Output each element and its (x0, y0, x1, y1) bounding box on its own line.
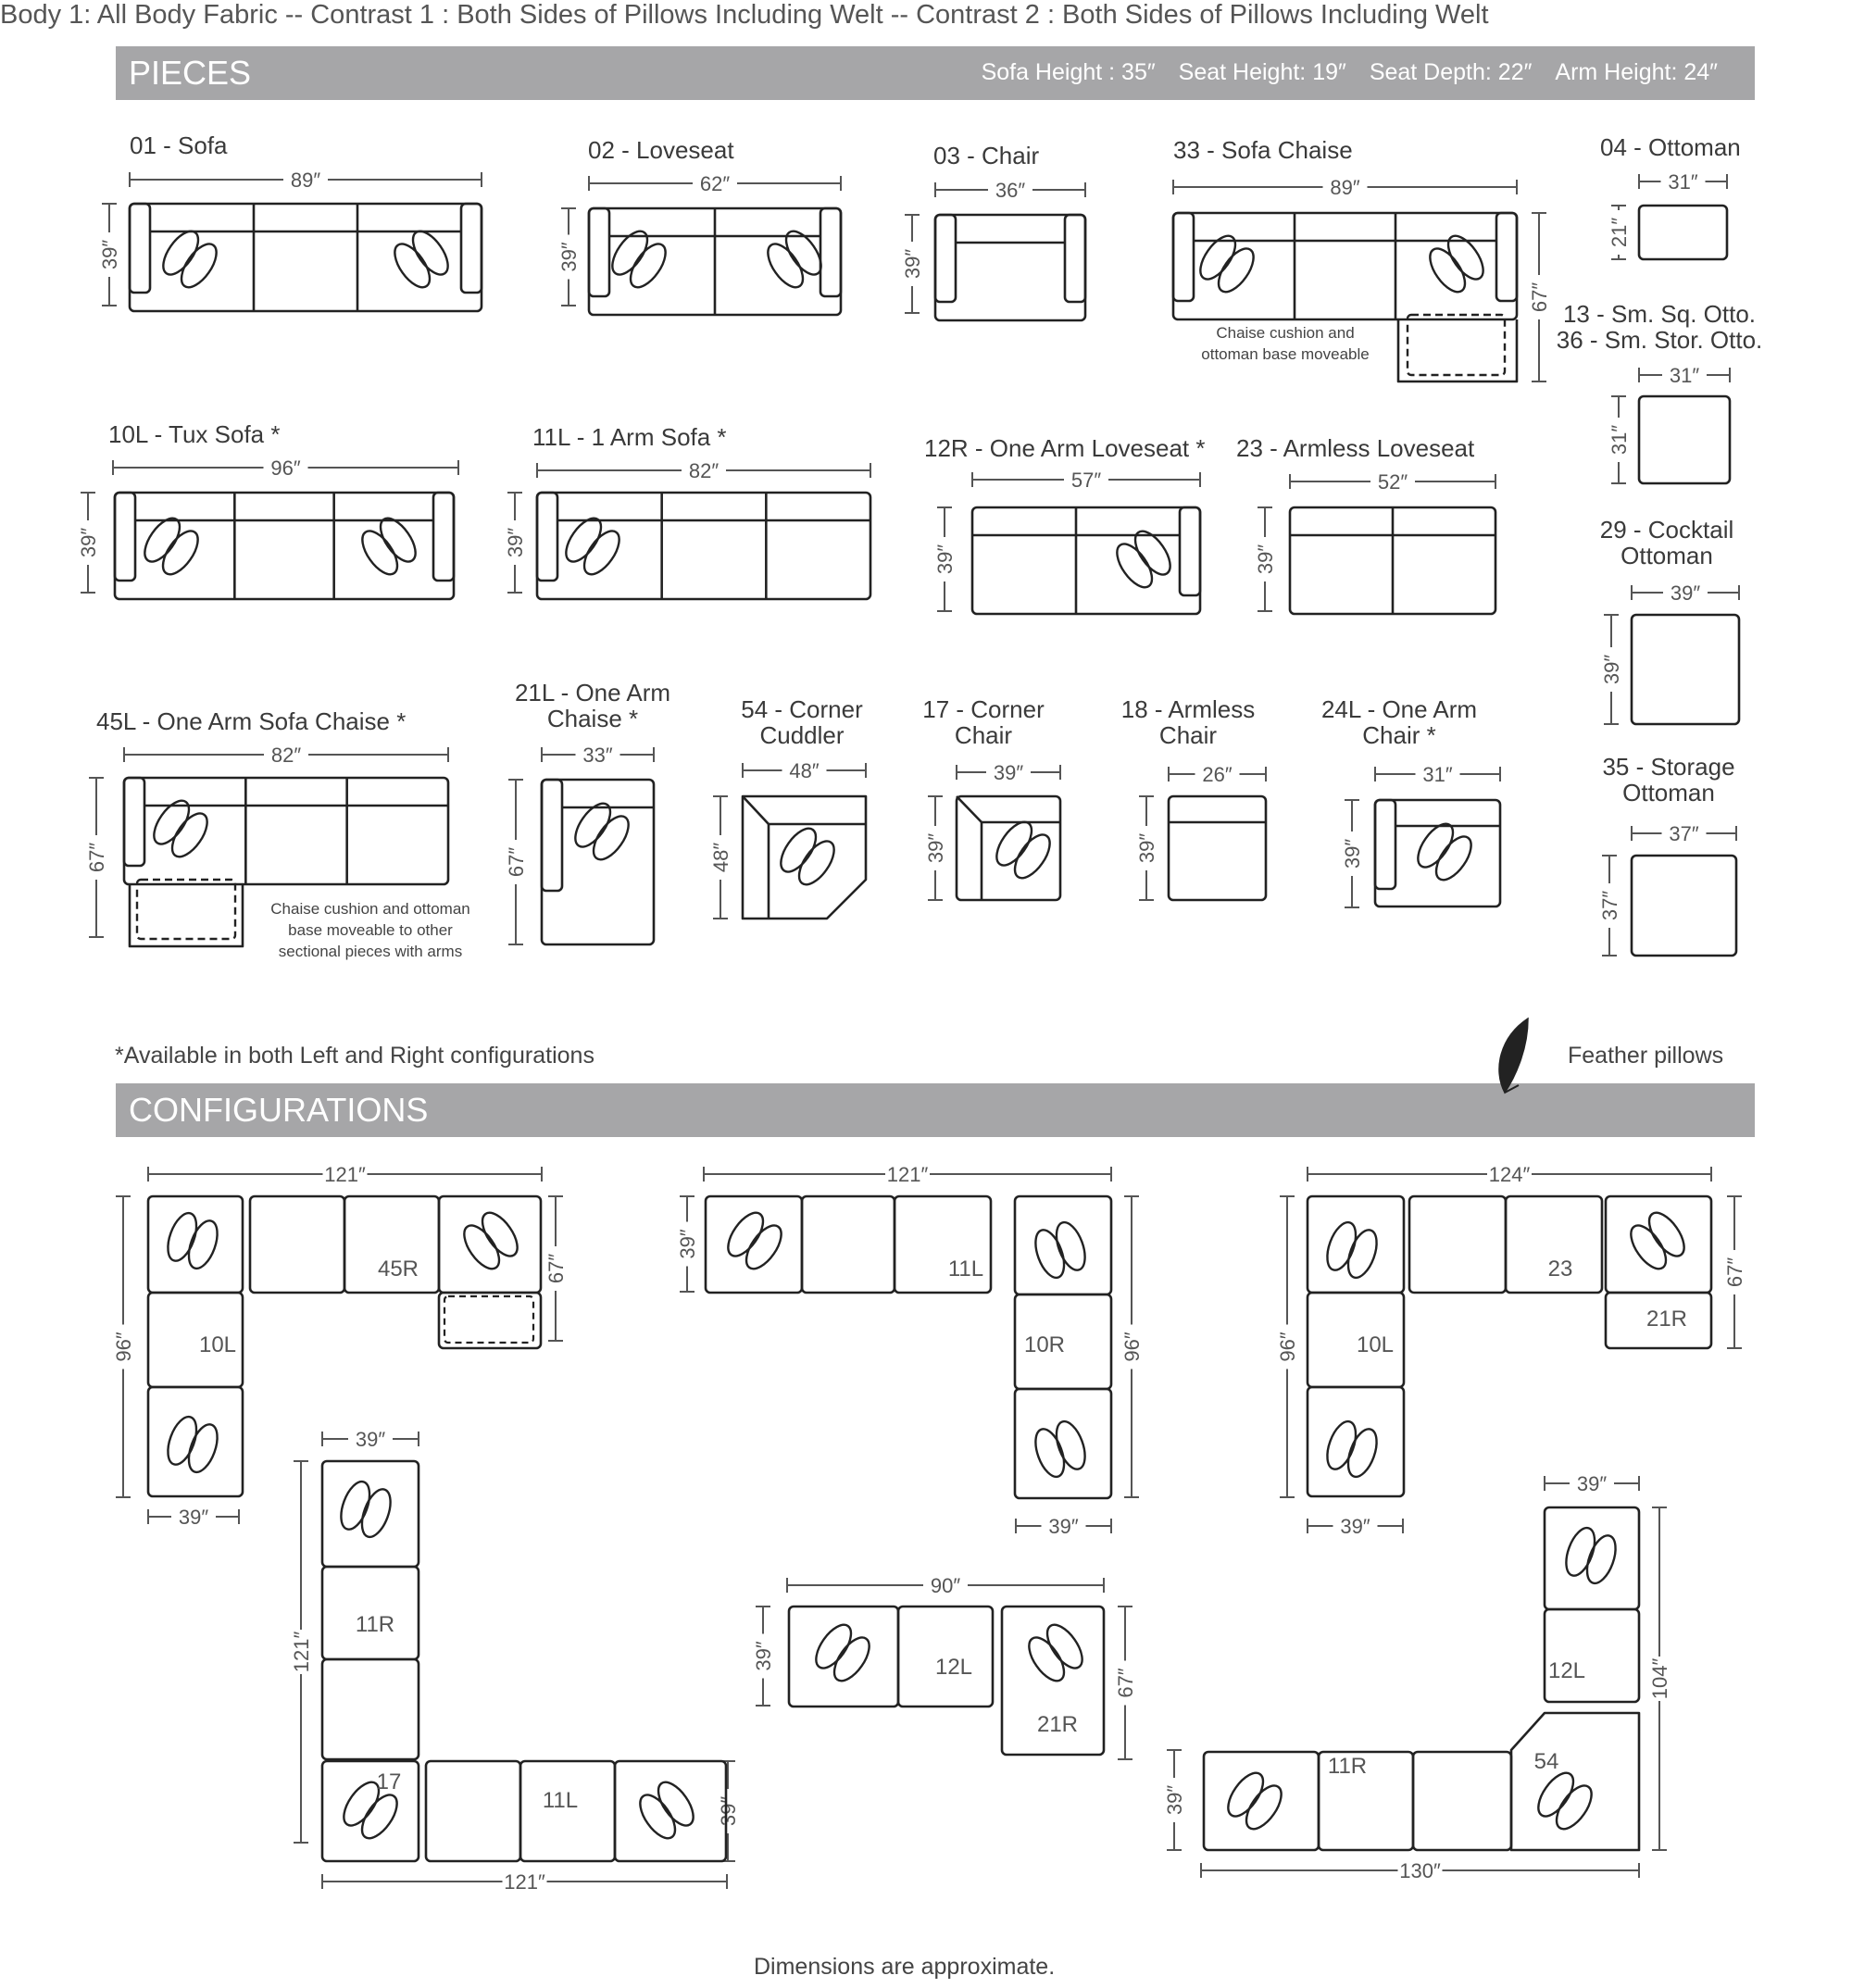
piece-label-corner-chair: 17 - Corner Chair (922, 695, 1045, 749)
ottoman-base-dashed (1408, 315, 1505, 375)
left-arm (1173, 213, 1194, 301)
config1-ottoman-dashed (444, 1296, 533, 1343)
tux-sofa-depth: 39″ (77, 527, 100, 558)
config4-depth: 121″ (290, 1631, 313, 1673)
config3-arm-width: 39″ (1340, 1515, 1370, 1538)
pillow (1442, 231, 1490, 285)
one-arm-chaise-width: 33″ (582, 744, 613, 767)
one-arm-chair-depth: 39″ (1341, 838, 1364, 869)
piece-label-sofa: 01 - Sofa (130, 131, 228, 159)
config2-right-depth: 96″ (1120, 1332, 1144, 1362)
config1-width: 121″ (324, 1163, 366, 1186)
tux-sofa-width: 96″ (270, 456, 301, 480)
sofa-chaise-note: Chaise cushion and ottoman base moveable (1201, 324, 1370, 363)
piece-label-sofa-chaise: 33 - Sofa Chaise (1173, 136, 1353, 164)
pillow (457, 1219, 506, 1274)
right-arm (820, 208, 841, 296)
chaise-extension (1398, 319, 1517, 381)
left-arm (537, 493, 557, 581)
corner-cuddler-width: 48″ (789, 759, 820, 782)
storage-ottoman (1632, 856, 1736, 956)
piece-label-ottoman: 04 - Ottoman (1600, 133, 1741, 161)
pillow (1624, 1219, 1672, 1274)
pillow (761, 238, 809, 293)
sofa-outline (130, 204, 482, 311)
spec-sofa-height: Sofa Height : 35″ (981, 59, 1156, 85)
piece-code: 10L (198, 1332, 237, 1357)
piece-code: 11L (947, 1257, 984, 1282)
chaise-arm (542, 780, 562, 891)
piece-code: 11L (542, 1788, 579, 1813)
spec-seat-depth: Seat Depth: 22″ (1369, 59, 1533, 85)
pillow (578, 525, 626, 580)
pillow (162, 1209, 202, 1265)
piece-label-one-arm-chaise: 21L - One Arm Chaise * (514, 679, 671, 732)
pillow (1008, 829, 1057, 883)
config6-left-depth: 39″ (1163, 1784, 1186, 1816)
right-arm (461, 204, 482, 293)
outline (802, 1196, 895, 1293)
one-arm-chair (1375, 800, 1500, 906)
chair-width: 36″ (995, 179, 1026, 202)
small-ottoman (1639, 396, 1730, 483)
outline (250, 1196, 344, 1293)
pillow (1110, 538, 1158, 593)
armless-loveseat-depth: 39″ (1254, 544, 1277, 575)
config3-width: 124″ (1488, 1163, 1531, 1186)
piece-code: 21R (1036, 1712, 1079, 1737)
pillow (990, 817, 1038, 871)
sofa-depth: 39″ (98, 239, 121, 270)
pillow (175, 238, 223, 293)
outline (148, 1196, 243, 1293)
one-arm-loveseat-depth: 39″ (933, 544, 957, 575)
one-arm-sofa-chaise-depth: 67″ (85, 842, 108, 873)
right-arm (1180, 507, 1200, 595)
pillow (633, 1789, 682, 1844)
pillow (1343, 1226, 1383, 1282)
one-arm-chair-width: 31″ (1422, 763, 1453, 786)
corner-chair-depth: 39″ (924, 832, 947, 864)
config5-depth: 39″ (752, 1641, 775, 1671)
pillow (740, 1219, 788, 1274)
pillow (1194, 231, 1242, 285)
outline (1545, 1609, 1639, 1702)
left-arm (589, 208, 609, 296)
one-arm-chair-arm (1375, 800, 1395, 889)
spec-arm-height: Arm Height: 24″ (1555, 59, 1718, 85)
one-arm-sofa-chaise-width: 82″ (270, 744, 302, 767)
config6-top-width: 39″ (1576, 1472, 1608, 1495)
config5-width: 90″ (930, 1574, 961, 1597)
outline (322, 1461, 419, 1567)
right-arm (1496, 213, 1517, 301)
configurations-title: CONFIGURATIONS (129, 1091, 429, 1129)
piece-code: 11R (1327, 1754, 1368, 1779)
availability-note: *Available in both Left and Right configurations (115, 1043, 594, 1069)
piece-code: 54 (1533, 1749, 1559, 1774)
outline (322, 1659, 419, 1759)
piece-label-chair: 03 - Chair (933, 142, 1040, 169)
pillow (1343, 1425, 1383, 1481)
pillow (721, 1207, 770, 1262)
piece-label-cocktail-ottoman: 29 - Cocktail Ottoman (1599, 516, 1734, 569)
pillow (1051, 1418, 1091, 1473)
chair-depth: 39″ (901, 248, 924, 280)
pillow (1221, 1768, 1270, 1822)
piece-label-tux-sofa: 10L - Tux Sofa * (108, 420, 281, 448)
config3-chaise-depth: 67″ (1723, 1257, 1746, 1288)
small-ottoman-width: 31″ (1669, 364, 1700, 387)
piece-code: 17 (376, 1769, 402, 1794)
piece-label-one-arm-sofa: 11L - 1 Arm Sofa * (532, 423, 727, 451)
pillow (1041, 1619, 1089, 1674)
pillow (1532, 1768, 1580, 1822)
piece-label-loveseat: 02 - Loveseat (588, 136, 734, 164)
pillow (1051, 1219, 1091, 1274)
piece-code: 12L (934, 1655, 973, 1680)
pillow (388, 238, 436, 293)
armless-chair-depth: 39″ (1135, 832, 1158, 864)
outline (1204, 1752, 1319, 1850)
piece-label-storage-ottoman: 35 - Storage Ottoman (1602, 753, 1735, 806)
config1-chaise-depth: 67″ (544, 1253, 568, 1284)
left-arm (124, 778, 144, 866)
pillow (606, 226, 654, 281)
piece-code: 23 (1547, 1257, 1573, 1282)
config4-width: 121″ (504, 1870, 545, 1894)
pillow (1550, 1780, 1598, 1834)
pillow (1643, 1207, 1691, 1262)
pillow (569, 798, 617, 853)
outline (439, 1196, 541, 1293)
left-arm (115, 493, 135, 581)
outline (615, 1761, 726, 1861)
outline (426, 1761, 520, 1861)
pillow (162, 1413, 202, 1469)
cocktail-ottoman-depth: 39″ (1600, 654, 1623, 685)
config1-arm-width: 39″ (178, 1506, 209, 1529)
approximate-note: Dimensions are approximate. (754, 1954, 1056, 1980)
ottoman-depth: 21″ (1608, 217, 1631, 248)
ottoman (1639, 206, 1727, 259)
armless-chair (1169, 796, 1266, 900)
pillow (156, 226, 205, 281)
pillow (1582, 1532, 1621, 1587)
sofa-outline (972, 507, 1200, 614)
armless-chair-width: 26″ (1202, 763, 1233, 786)
outline (439, 1293, 541, 1348)
pillow (793, 835, 841, 890)
pillow (1560, 1524, 1600, 1580)
fabric-legend-line: Body 1: All Body Fabric -- Contrast 1 : Both Sides of Pillows Including Welt -- Contrast 2 : Both Sides of Pillows Including Welt (0, 0, 1489, 30)
outline (1409, 1196, 1506, 1293)
pillow (166, 807, 214, 862)
pillow (357, 1485, 396, 1541)
one-arm-chaise-depth: 67″ (505, 846, 528, 878)
storage-ottoman-depth: 37″ (1598, 890, 1621, 921)
pillow (652, 1777, 700, 1832)
pillow (828, 1632, 876, 1686)
pillow (1030, 1226, 1070, 1282)
sofa-chaise-45l-note: Chaise cushion and ottoman base moveable to other sectional pieces with arms (270, 900, 470, 960)
sofa-outline (537, 493, 870, 599)
outline (1413, 1752, 1511, 1850)
one-arm-loveseat-width: 57″ (1070, 469, 1102, 492)
piece-code: 11R (355, 1612, 395, 1637)
right-arm (1065, 215, 1085, 302)
sofa-chaise-depth: 67″ (1528, 281, 1551, 313)
spec-seat-height: Seat Height: 19″ (1178, 59, 1346, 85)
pillow (356, 525, 404, 580)
piece-code: 10R (1023, 1332, 1066, 1357)
sofa-chaise-width: 89″ (1330, 176, 1360, 199)
cocktail-ottoman-width: 39″ (1670, 581, 1701, 605)
pillow (1240, 1780, 1288, 1834)
pillow (809, 1619, 857, 1674)
seam-line (957, 796, 982, 822)
pieces-title: PIECES (129, 54, 252, 92)
loveseat-width: 62″ (699, 172, 731, 195)
pillow (774, 823, 822, 878)
piece-label-one-arm-sofa-chaise: 45L - One Arm Sofa Chaise * (96, 707, 407, 735)
storage-ottoman-width: 37″ (1669, 822, 1699, 845)
armless-loveseat-width: 52″ (1377, 470, 1408, 494)
chaise-45l-extension (130, 884, 243, 946)
cocktail-ottoman (1632, 615, 1739, 724)
pillow (476, 1207, 524, 1262)
config5-chaise-depth: 67″ (1114, 1668, 1137, 1698)
pillow (587, 810, 635, 865)
config3-depth: 96″ (1276, 1332, 1299, 1362)
pillow (1129, 526, 1177, 581)
pillow (156, 525, 205, 580)
pillow (147, 795, 195, 850)
small-ottoman-depth: 31″ (1608, 424, 1631, 456)
pillow (335, 1478, 375, 1533)
outline (789, 1607, 898, 1707)
pillow (624, 238, 672, 293)
config6-width: 130″ (1399, 1859, 1441, 1882)
pillow (1022, 1632, 1070, 1686)
corner-chair-width: 39″ (993, 761, 1024, 784)
piece-label-one-arm-chair: 24L - One Arm Chair * (1320, 695, 1478, 749)
feather-icon (1499, 1019, 1528, 1093)
config2-width: 121″ (886, 1163, 929, 1186)
piece-label-corner-cuddler: 54 - Corner Cuddler (741, 695, 863, 749)
left-arm (130, 204, 150, 293)
piece-label-armless-chair: 18 - Armless Chair (1120, 695, 1256, 749)
sofa-width: 89″ (290, 169, 321, 192)
corner-cuddler-depth: 48″ (709, 842, 732, 873)
right-arm (433, 493, 454, 581)
ottoman-base-dashed-45l (137, 880, 235, 939)
sofa-outline (935, 215, 1085, 320)
piece-code: 45R (377, 1257, 419, 1282)
config4-top-width: 39″ (355, 1428, 386, 1451)
pillow (1321, 1418, 1361, 1473)
pillow (1423, 243, 1471, 297)
piece-label-small-ottomans: 13 - Sm. Sq. Otto. 36 - Sm. Stor. Otto. (1556, 300, 1763, 354)
feather-legend-label: Feather pillows (1568, 1043, 1724, 1069)
config2-depth: 39″ (676, 1229, 699, 1259)
outline (1511, 1713, 1639, 1850)
piece-label-one-arm-loveseat: 12R - One Arm Loveseat * (924, 434, 1206, 462)
loveseat-depth: 39″ (557, 242, 581, 272)
one-arm-sofa-width: 82″ (688, 459, 720, 482)
config2-arm-width: 39″ (1048, 1515, 1079, 1538)
piece-label-armless-loveseat: 23 - Armless Loveseat (1236, 434, 1475, 462)
config6-depth: 104″ (1648, 1657, 1671, 1700)
pillow (356, 1789, 404, 1844)
pillow (1321, 1219, 1361, 1274)
config1-depth: 96″ (112, 1332, 135, 1362)
pillow (1212, 243, 1260, 297)
sofa-outline (115, 493, 454, 599)
pillow (1430, 831, 1478, 885)
one-arm-sofa-depth: 39″ (504, 527, 527, 558)
outline (1015, 1389, 1111, 1498)
sofa-outline (124, 778, 448, 884)
outline (1015, 1196, 1111, 1294)
pillow (407, 226, 455, 281)
pillow (183, 1217, 223, 1272)
piece-code: 10L (1356, 1332, 1395, 1357)
seam-line (743, 796, 769, 824)
pillow (183, 1420, 223, 1476)
config4-bottom-depth: 39″ (717, 1795, 740, 1827)
left-arm (935, 215, 956, 302)
piece-code: 12L (1547, 1658, 1586, 1683)
ottoman-width: 31″ (1668, 170, 1698, 194)
pillow (1030, 1425, 1070, 1481)
piece-code: 21R (1646, 1307, 1688, 1332)
